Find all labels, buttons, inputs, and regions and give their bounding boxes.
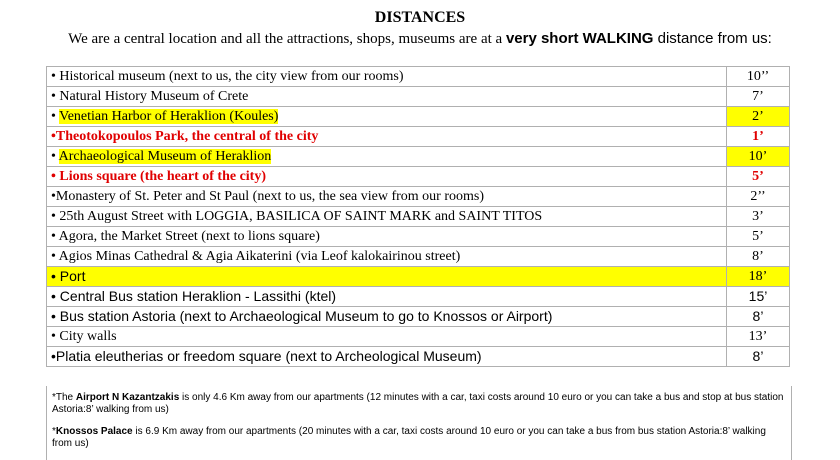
distance-cell: 8’ (727, 247, 790, 267)
distance-cell: 5’ (727, 167, 790, 187)
place-cell: • Historical museum (next to us, the city view from our rooms) (47, 67, 727, 87)
table-row (47, 87, 790, 107)
place-cell: •Theotokopoulos Park, the central of the city (47, 127, 727, 147)
distance-cell: 8’ (727, 307, 790, 327)
table-row (47, 287, 790, 307)
note-text: is only 4.6 Km away from our apartments (12 minutes with a car, taxi costs around 10 euro or you can take a bus and stop at bus station Astoria:8’ walking from us) (52, 392, 784, 415)
place-cell: • Natural History Museum of Crete (47, 87, 727, 107)
place-cell (47, 267, 727, 287)
place-cell (47, 107, 727, 127)
table-row (47, 187, 790, 207)
table-row (47, 227, 790, 247)
page-title: DISTANCES (374, 9, 466, 26)
note-prefix: *The (52, 392, 76, 403)
distance-cell: 2’ (727, 107, 790, 127)
table-row (47, 307, 790, 327)
note-bold: Knossos Palace (55, 426, 133, 437)
place-cell: • Central Bus station Heraklion - Lassithi (ktel) (47, 287, 727, 307)
table-row (47, 347, 790, 367)
knossos-note (47, 422, 791, 450)
bullet: • (51, 109, 60, 124)
table-row (47, 247, 790, 267)
table-row (47, 107, 790, 127)
table-row (47, 127, 790, 147)
table-row (47, 167, 790, 187)
footnotes (46, 386, 792, 460)
table-row (47, 327, 790, 347)
bullet: • (51, 268, 60, 284)
place-cell: • Bus station Astoria (next to Archaeological Museum to go to Knossos or Airport) (47, 307, 727, 327)
distance-cell: 7’ (727, 87, 790, 107)
place-cell: •Monastery of St. Peter and St Paul (next to us, the sea view from our rooms) (47, 187, 727, 207)
bullet: • (51, 149, 59, 164)
note-text: is 6.9 Km away from our apartments (20 minutes with a car, taxi costs around 10 euro or you can take a bus from bus station Astoria:8’ walking from us) (52, 426, 766, 449)
distance-cell: 8’ (727, 347, 790, 367)
distance-cell: 18’ (727, 267, 790, 287)
place-cell: • Lions square (the heart of the city) (47, 167, 727, 187)
page-subtitle (0, 30, 840, 48)
note-prefix: * (52, 426, 56, 437)
place-cell: • Agios Minas Cathedral & Agia Aikaterini (via Leof kalokairinou street) (47, 247, 727, 267)
place-cell: • 25th August Street with LOGGIA, BASILICA OF SAINT MARK and SAINT TITOS (47, 207, 727, 227)
subtitle-suffix: distance from us: (653, 30, 772, 47)
highlighted-place: Port (59, 268, 86, 284)
table-row (47, 267, 790, 287)
distance-cell: 2’’ (727, 187, 790, 207)
distances-table (46, 66, 790, 367)
distance-cell: 5’ (727, 227, 790, 247)
table-row (47, 147, 790, 167)
table-row (47, 67, 790, 87)
airport-note (47, 388, 791, 416)
subtitle-emphasis: very short WALKING (505, 30, 654, 47)
place-cell (47, 147, 727, 167)
place-cell: • Agora, the Market Street (next to lions square) (47, 227, 727, 247)
distance-cell: 15’ (727, 287, 790, 307)
table-row (47, 207, 790, 227)
highlighted-place: Archaeological Museum of Heraklion (58, 149, 272, 164)
highlighted-place: Venetian Harbor of Heraklion (Koules) (59, 109, 279, 124)
distance-cell: 3’ (727, 207, 790, 227)
place-cell: •Platia eleutherias or freedom square (next to Archeological Museum) (47, 347, 727, 367)
note-bold: Airport N Kazantzakis (75, 392, 180, 403)
place-cell: • City walls (47, 327, 727, 347)
distance-cell: 1’ (727, 127, 790, 147)
distance-cell: 10’ (727, 147, 790, 167)
distance-cell: 13’ (727, 327, 790, 347)
distance-cell: 10’’ (727, 67, 790, 87)
subtitle-prefix: We are a central location and all the attractions, shops, museums are at a (68, 31, 506, 47)
